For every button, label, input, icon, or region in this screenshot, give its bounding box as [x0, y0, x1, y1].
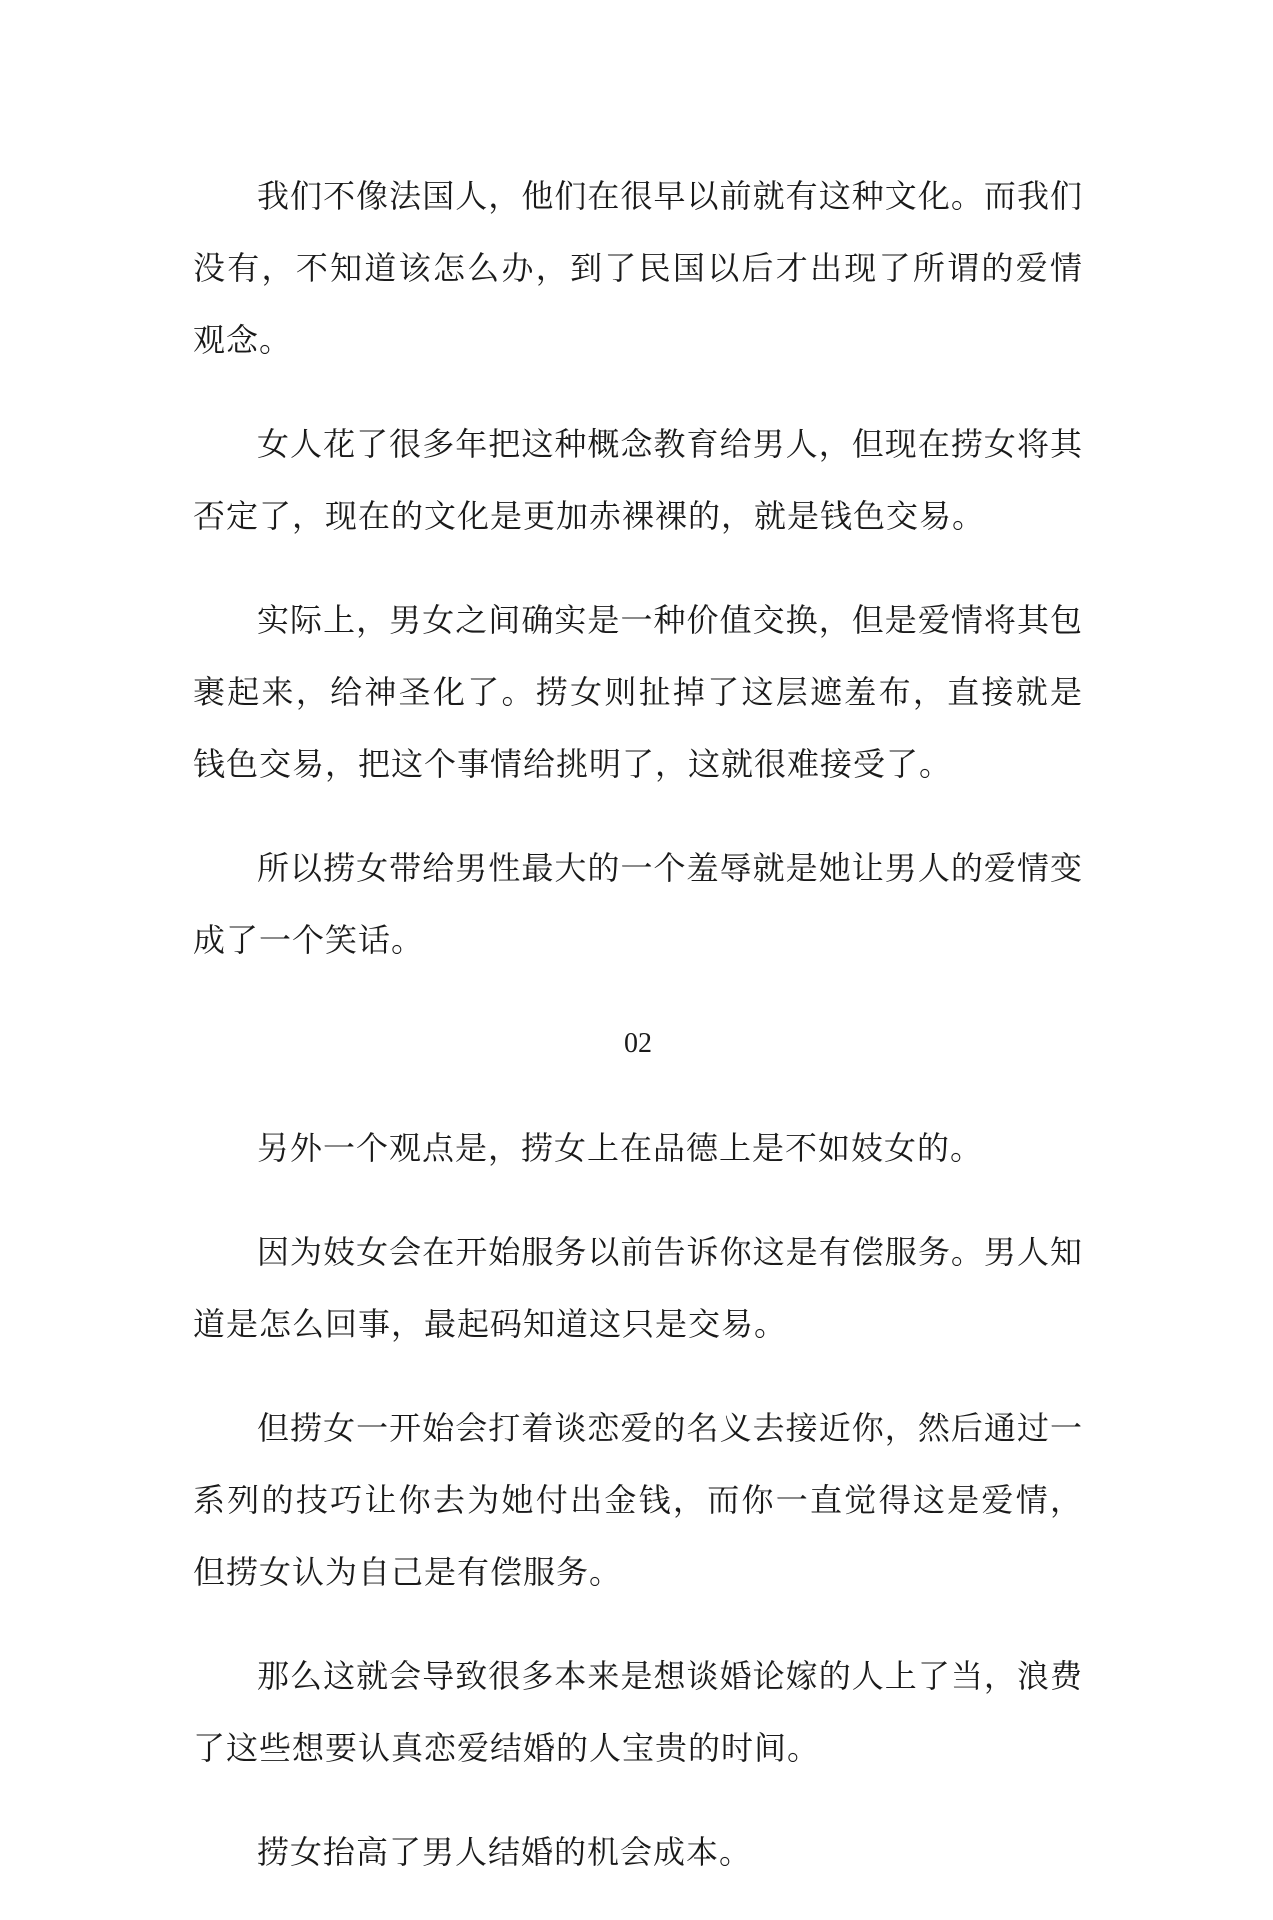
- paragraph-7: 但捞女一开始会打着谈恋爱的名义去接近你，然后通过一系列的技巧让你去为她付出金钱，而你一直觉得这是爱情，但捞女认为自己是有偿服务。: [193, 1409, 1083, 1591]
- paragraph-1: 我们不像法国人，他们在很早以前就有这种文化。而我们没有，不知道该怎么办，到了民国以后才出现了所谓的爱情观念。: [193, 177, 1083, 359]
- paragraph-4: 所以捞女带给男性最大的一个羞辱就是她让男人的爱情变成了一个笑话。: [193, 849, 1083, 959]
- paragraph-5: 另外一个观点是，捞女上在品德上是不如妓女的。: [257, 1129, 984, 1167]
- paragraph-8: 那么这就会导致很多本来是想谈婚论嫁的人上了当，浪费了这些想要认真恋爱结婚的人宝贵的时间。: [193, 1657, 1083, 1767]
- section-number: 02: [624, 1028, 652, 1059]
- paragraph-9: 捞女抬高了男人结婚的机会成本。: [257, 1833, 753, 1871]
- paragraph-2: 女人花了很多年把这种概念教育给男人，但现在捞女将其否定了，现在的文化是更加赤裸裸的，就是钱色交易。: [193, 425, 1083, 535]
- paragraph-6: 因为妓女会在开始服务以前告诉你这是有偿服务。男人知道是怎么回事，最起码知道这只是交易。: [193, 1233, 1083, 1343]
- document-page: [193, 160, 1083, 1920]
- paragraph-3: 实际上，男女之间确实是一种价值交换，但是爱情将其包裹起来，给神圣化了。捞女则扯掉了这层遮羞布，直接就是钱色交易，把这个事情给挑明了，这就很难接受了。: [193, 601, 1083, 783]
